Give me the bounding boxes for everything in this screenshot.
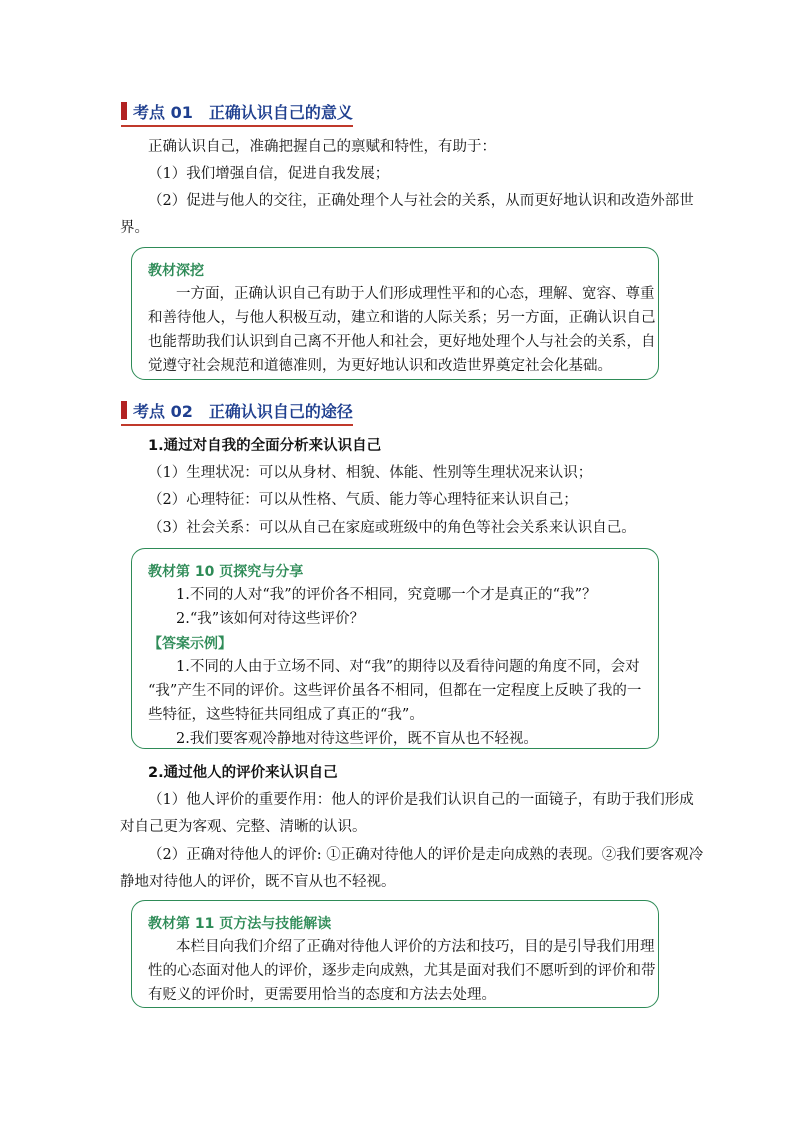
box-text: 2.“我”该如何对待这些评价？ (176, 611, 365, 627)
paragraph: 正确认识自己，准确把握自己的禀赋和特性，有助于： (148, 139, 496, 155)
box-text: 1.不同的人对“我”的评价各不相同，究竟哪一个才是真正的“我”？ (176, 587, 597, 603)
paragraph: 界。 (120, 220, 149, 236)
answer-tag: 【答案示例】 (148, 636, 232, 652)
box-text: 觉遵守社会规范和道德准则，为更好地认识和改造世界奠定社会化基础。 (148, 358, 612, 374)
box-title: 教材第 10 页探究与分享 (148, 564, 304, 580)
paragraph: （2）促进与他人的交往，正确处理个人与社会的关系，从而更好地认识和改造外部世 (148, 193, 694, 209)
box-text: 和善待他人，与他人积极互动，建立和谐的人际关系；另一方面，正确认识自己 (148, 310, 656, 326)
section-title: 正确认识自己的途径 (208, 401, 353, 421)
section-number: 考点 01 (133, 102, 193, 122)
section-number: 考点 02 (133, 401, 193, 421)
box-text: 也能帮助我们认识到自己离不开他人和社会，更好地处理个人与社会的关系，自 (148, 334, 656, 350)
section-heading-1 (121, 100, 353, 127)
box-text: 本栏目向我们介绍了正确对待他人评价的方法和技巧，目的是引导我们用理 (176, 939, 655, 955)
paragraph: （3）社会关系：可以从自己在家庭或班级中的角色等社会关系来认识自己。 (148, 520, 636, 536)
paragraph: （2）心理特征：可以从性格、气质、能力等心理特征来认识自己； (148, 492, 578, 508)
box-title: 教材第 11 页方法与技能解读 (148, 916, 332, 932)
subheading: 2.通过他人的评价来认识自己 (148, 765, 338, 781)
heading-marker (121, 102, 127, 120)
subheading: 1.通过对自我的全面分析来认识自己 (148, 438, 382, 454)
paragraph: （2）正确对待他人的评价: ①正确对待他人的评价是走向成熟的表现。②我们要客观冷 (148, 847, 704, 863)
box-text: 性的心态面对他人的评价，逐步走向成熟，尤其是面对我们不愿听到的评价和带 (148, 963, 656, 979)
paragraph: （1）我们增强自信，促进自我发展； (148, 166, 390, 182)
box-text: 有贬义的评价时，更需要用恰当的态度和方法去处理。 (148, 987, 496, 1003)
paragraph: （1）他人评价的重要作用：他人的评价是我们认识自己的一面镜子，有助于我们形成 (148, 792, 694, 808)
box-text: 一方面，正确认识自己有助于人们形成理性平和的心态，理解、宽容、尊重 (176, 286, 655, 302)
section-heading-2 (121, 399, 353, 426)
box-text: “我”产生不同的评价。这些评价虽各不相同，但都在一定程度上反映了我的一 (148, 683, 642, 699)
paragraph: 静地对待他人的评价，既不盲从也不轻视。 (120, 874, 396, 890)
paragraph: （1）生理状况：可以从身材、相貌、体能、性别等生理状况来认识； (148, 465, 593, 481)
heading-marker (121, 401, 127, 419)
section-title: 正确认识自己的意义 (208, 102, 353, 122)
box-text: 2.我们要客观冷静地对待这些评价，既不盲从也不轻视。 (176, 731, 538, 747)
box-title: 教材深挖 (148, 263, 204, 279)
box-text: 些特征，这些特征共同组成了真正的“我”。 (148, 707, 424, 723)
box-text: 1.不同的人由于立场不同、对“我”的期待以及看待问题的角度不同，会对 (176, 659, 640, 675)
paragraph: 对自己更为客观、完整、清晰的认识。 (120, 819, 367, 835)
